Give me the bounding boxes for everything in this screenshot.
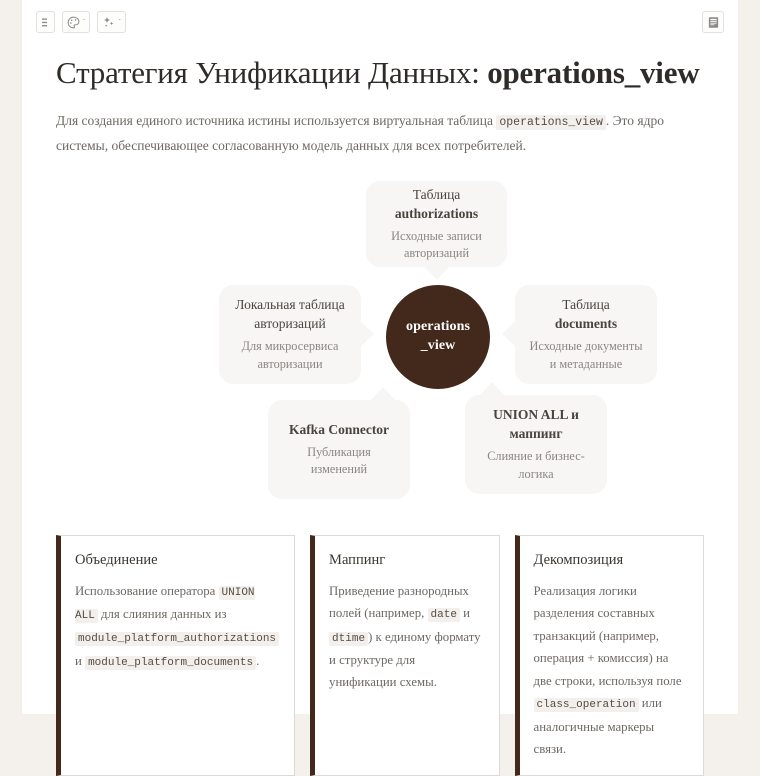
card-text-3: и [75,653,86,668]
toolbar-left-group [36,11,724,33]
concept-card-body [534,580,688,761]
diagram-hub-operations-view [386,285,490,389]
chevron-down-icon: ˇ [118,17,121,26]
concept-card-heading: Объединение [75,551,158,568]
diagram-node-title-bold: authorizations [394,205,479,221]
concept-card-decomposition [515,535,704,776]
card-text-1: Использование оператора [75,583,219,598]
article-view-icon [707,16,720,29]
chevron-down-icon: ˇ [83,17,86,26]
concept-card-union [56,535,295,776]
reader-view-button[interactable] [702,11,724,33]
diagram-hub-label-line1: operations [406,318,470,334]
architecture-diagram [56,173,704,525]
diagram-node-kafka-connector [268,400,410,499]
inline-code-date: date [428,608,460,622]
diagram-node-subtitle: Исходные записи авторизаций [391,228,482,261]
page-title-accent: operations_view [487,55,700,90]
toolbar [22,0,738,46]
inline-code-operations-view: operations_view [496,115,606,130]
diagram-node-title [527,295,645,333]
concept-card-list [56,535,704,776]
diagram-node-title-bold: Kafka Connector [288,421,390,437]
diagram-node-title-bold: UNION ALL и маппинг [493,407,579,442]
diagram-node-title-lead: Таблица [412,186,461,202]
card-text-3: ) к единому формату и структуре для унификации схемы. [329,629,481,690]
concept-card-heading: Декомпозиция [533,551,624,568]
diagram-node-union-all [465,395,607,494]
diagram-node-title-bold: documents [554,316,618,332]
concept-card-body [75,580,279,673]
concept-card-body [329,580,483,694]
diagram-node-title [477,405,595,443]
kebab-menu-button[interactable] [36,11,55,33]
inline-code-union-all: UNION ALL [75,586,255,623]
card-text-1: Приведение разнородных полей (например, [329,583,469,621]
card-text-4: . [256,653,260,668]
ai-actions-button[interactable] [97,11,125,33]
diagram-node-title-lead: Таблица [562,297,610,313]
diagram-node-subtitle: Слияние и бизнес-логика [487,449,585,481]
inline-code-dtime: dtime [329,632,368,646]
card-text-2: для слияния данных из [97,607,227,622]
intro-text-tail: . Это ядро системы, обеспечивающее согласованную модель данных для всех потребителей. [56,112,664,153]
page-title [56,54,704,93]
inline-code-module-platform-documents: module_platform_documents [85,656,256,670]
document-content [22,54,738,776]
diagram-node-subtitle: Публикация изменений [307,444,371,477]
connector-arrow-left-icon [502,321,516,347]
diagram-hub-label [406,318,470,356]
card-text-2: и [459,606,470,621]
inline-code-module-platform-authorizations: module_platform_authorizations [75,632,279,646]
diagram-node-subtitle: Для микросервиса авторизации [241,339,339,371]
theme-picker-button[interactable] [62,11,90,33]
page-title-plain: Стратегия Унификации Данных: [56,55,488,90]
diagram-hub-label-line2: _view [420,337,456,353]
diagram-node-title: Локальная таблица авторизаций [235,297,345,332]
concept-card-mapping [310,535,499,776]
diagram-node-documents [515,285,657,384]
connector-arrow-up-icon [370,387,396,401]
diagram-node-title [280,420,398,439]
diagram-node-local-auth-table [219,285,361,384]
connector-arrow-down-icon [424,266,450,280]
kebab-menu-icon [41,17,50,28]
connector-arrow-right-icon [360,321,374,347]
palette-icon [67,16,80,29]
concept-card-heading: Маппинг [329,551,386,568]
diagram-node-title [378,185,495,223]
diagram-node-subtitle: Исходные документы и метаданные [529,339,643,371]
connector-arrow-up-icon [479,382,505,396]
sparkle-icon [102,16,115,29]
inline-code-class-operation: class_operation [534,698,639,712]
card-text-2: или аналогичные маркеры связи. [533,696,662,757]
card-text-1: Реализация логики разделения составных транзакций (например, операция + комиссия) на две строки, используя поле [533,583,682,688]
toolbar-right-group [702,11,724,34]
intro-text-lead: Для создания единого источника истины используется виртуальная таблица [56,112,497,128]
document-window [22,0,738,757]
diagram-node-authorizations [366,181,507,267]
intro-paragraph [56,109,704,159]
